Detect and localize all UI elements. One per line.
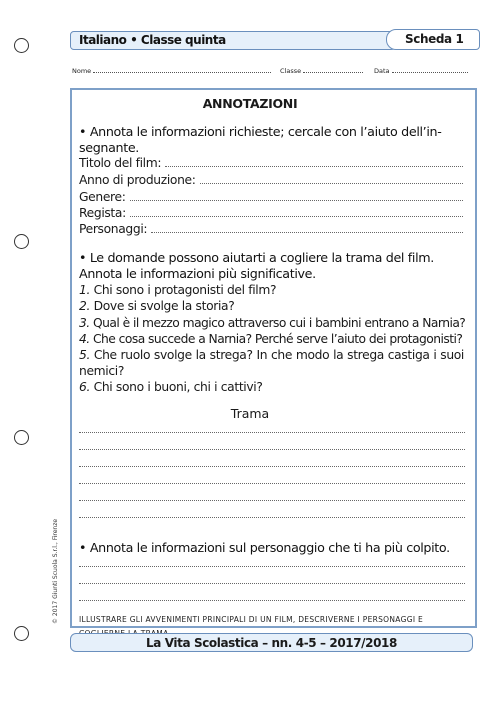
date-field xyxy=(374,66,468,75)
field-director-label: Regista: xyxy=(79,206,126,220)
subject-label: Italiano • Classe quinta xyxy=(79,33,226,47)
date-label: Data xyxy=(374,67,390,75)
field-year-label: Anno di produzione: xyxy=(79,173,196,187)
name-label: Nome xyxy=(72,67,92,75)
writing-line xyxy=(79,566,465,567)
question-number: 1. xyxy=(79,283,91,297)
writing-line xyxy=(79,483,465,484)
name-field xyxy=(72,66,271,75)
field-genre xyxy=(79,190,463,206)
field-genre-line xyxy=(130,190,464,201)
question-2 xyxy=(79,299,469,315)
field-director-line xyxy=(130,206,463,217)
writing-line xyxy=(79,466,465,467)
field-title xyxy=(79,156,463,172)
page-title: ANNOTAZIONI xyxy=(202,96,298,111)
sheet-tab xyxy=(386,29,480,50)
question-text: Qual è il mezzo magico attraverso cui i bambini entrano a Narnia? xyxy=(93,316,466,330)
question-number: 2. xyxy=(79,299,91,313)
field-characters-label: Personaggi: xyxy=(79,222,148,236)
question-1 xyxy=(79,283,469,299)
sheet-label: Scheda 1 xyxy=(405,32,464,46)
field-genre-label: Genere: xyxy=(79,190,126,204)
writing-line xyxy=(79,517,465,518)
binder-hole-4 xyxy=(14,626,29,641)
field-year xyxy=(79,173,463,189)
writing-line xyxy=(79,583,465,584)
class-line xyxy=(303,66,363,73)
question-6 xyxy=(79,380,469,396)
trama-title: Trama xyxy=(230,406,270,421)
question-text: Che cosa succede a Narnia? Perché serve l’aiuto dei protagonisti? xyxy=(93,332,463,346)
writing-line xyxy=(79,500,465,501)
field-title-line xyxy=(165,156,463,167)
binder-hole-3 xyxy=(14,430,29,445)
subject-banner xyxy=(70,31,400,50)
writing-line xyxy=(79,449,465,450)
question-text: Chi sono i protagonisti del film? xyxy=(93,283,277,297)
name-line xyxy=(93,66,271,73)
teacher-note: ILLUSTRARE GLI AVVENIMENTI PRINCIPALI DI UN FILM, DESCRIVERNE I PERSONAGGI E xyxy=(79,615,424,624)
binder-hole-1 xyxy=(14,38,29,53)
question-4 xyxy=(79,332,469,348)
section2-instruction-line2: Annota le informazioni più significative. xyxy=(79,266,316,281)
section3-instruction: • Annota le informazioni sul personaggio che ti ha più colpito. xyxy=(79,540,450,555)
class-field xyxy=(280,66,363,75)
field-characters-line xyxy=(151,222,463,233)
writing-line xyxy=(79,432,465,433)
question-text: Che ruolo svolge la strega? In che modo la strega castiga i suoi nemici? xyxy=(79,348,464,378)
section1-instruction-line1: • Annota le informazioni richieste; cercale con l’aiuto dell’in- xyxy=(79,124,442,139)
field-title-label: Titolo del film: xyxy=(79,156,162,170)
question-number: 6. xyxy=(79,380,91,394)
footer-label: La Vita Scolastica – nn. 4-5 – 2017/2018 xyxy=(146,636,397,650)
section1-instruction-line2: segnante. xyxy=(79,140,139,155)
question-number: 4. xyxy=(79,332,90,346)
field-year-line xyxy=(200,173,463,184)
question-5 xyxy=(79,348,464,379)
section2-instruction-line1: • Le domande possono aiutarti a cogliere la trama del film. xyxy=(79,250,434,265)
question-number: 5. xyxy=(79,348,91,362)
class-label: Classe xyxy=(280,67,302,75)
question-text: Chi sono i buoni, chi i cattivi? xyxy=(93,380,263,394)
question-text: Dove si svolge la storia? xyxy=(93,299,235,313)
footer-bar xyxy=(70,633,473,652)
writing-line xyxy=(79,600,465,601)
date-line xyxy=(392,66,468,73)
copyright-text: © 2017 Giunti Scuola S.r.l., Firenze xyxy=(52,518,59,624)
field-characters xyxy=(79,222,463,238)
field-director xyxy=(79,206,463,222)
binder-hole-2 xyxy=(14,234,29,249)
question-3 xyxy=(79,316,469,332)
question-number: 3. xyxy=(79,316,90,330)
